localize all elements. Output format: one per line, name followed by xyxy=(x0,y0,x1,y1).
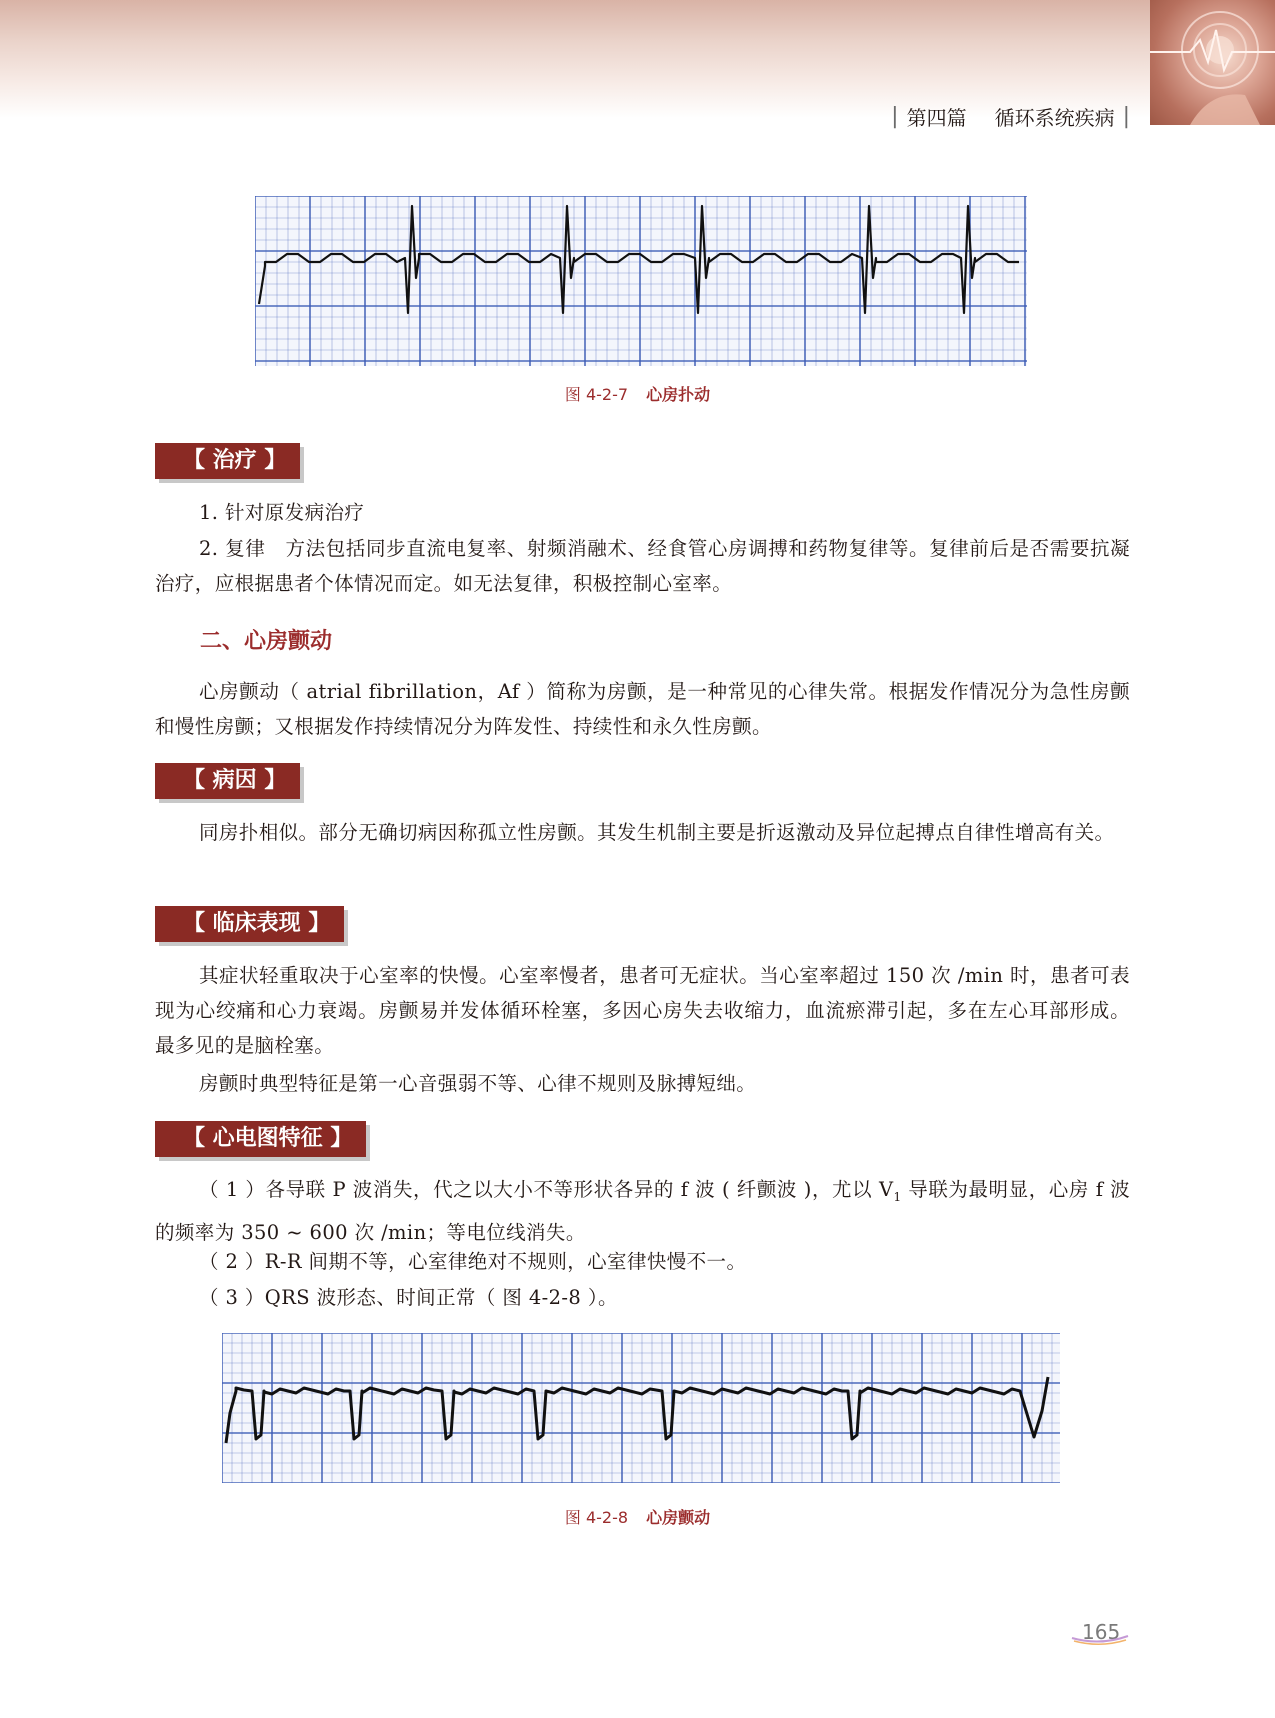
paragraph: 2. 复律 方法包括同步直流电复率、射频消融术、经食管心房调搏和药物复律等。复律前后是否需要抗凝治疗，应根据患者个体情况而定。如无法复律，积极控制心室率。 xyxy=(155,537,1130,595)
ecg-paper xyxy=(255,196,1027,366)
section-heading: 二、心房颤动 xyxy=(200,629,333,654)
item-text: （ 1 ）各导联 P 波消失，代之以大小不等形状各异的 f 波 ( 纤颤波 )，尤以 V xyxy=(199,1178,894,1201)
paragraph: 房颤时典型特征是第一心音强弱不等、心律不规则及脉搏短绌。 xyxy=(199,1072,757,1095)
ecg-strip-atrial-fibrillation xyxy=(222,1333,1060,1483)
figure-title: 心房扑动 xyxy=(646,385,711,404)
figure-caption xyxy=(0,1505,1275,1528)
ecg-feature-item xyxy=(155,1172,1130,1250)
header-divider: | xyxy=(1122,104,1130,129)
paragraph: 同房扑相似。部分无确切病因称孤立性房颤。其发生机制主要是折返激动及异位起搏点自律性增高有关。 xyxy=(199,821,1115,844)
ecg-figure-atrial-fibrillation xyxy=(222,1333,1060,1483)
subscript: 1 xyxy=(893,1189,902,1204)
item-text: 导联为最明显，心房 f 波的频率为 350 ~ 600 次 /min；等电位线消失。 xyxy=(155,1178,1130,1244)
header-band xyxy=(0,0,1275,118)
header-part: 第四篇 xyxy=(906,106,967,130)
figure-number: 图 4-2-7 xyxy=(564,385,629,404)
stethoscope-heart-logo xyxy=(1150,0,1275,125)
ecg-paper xyxy=(222,1333,1060,1483)
figure-title: 心房颤动 xyxy=(646,1508,711,1527)
paragraph: 其症状轻重取决于心室率的快慢。心室率慢者，患者可无症状。当心室率超过 150 次 /min 时，患者可表现为心绞痛和心力衰竭。房颤易并发体循环栓塞，多因心房失去收缩力，血流瘀滞引起，多在左心耳部形成。最多见的是脑栓塞。 xyxy=(155,964,1130,1057)
ecg-strip-atrial-flutter xyxy=(255,196,1027,366)
section-tag-treatment: 【 治疗 】 xyxy=(155,443,300,479)
running-header xyxy=(891,102,1130,131)
ecg-figure-atrial-flutter xyxy=(255,196,1027,366)
header-divider: | xyxy=(891,104,899,129)
page-number-swoosh xyxy=(1070,1632,1130,1646)
section-tag-etiology: 【 病因 】 xyxy=(155,763,300,799)
section-tag-ecg: 【 心电图特征 】 xyxy=(155,1121,366,1157)
paragraph: 心房颤动（ atrial fibrillation，Af ）简称为房颤，是一种常见的心律失常。根据发作情况分为急性房颤和慢性房颤；又根据发作持续情况分为阵发性、持续性和永久性房颤。 xyxy=(155,680,1130,738)
section-tag-clinical: 【 临床表现 】 xyxy=(155,906,344,942)
ecg-feature-item: （ 3 ）QRS 波形态、时间正常（ 图 4-2-8 ）。 xyxy=(199,1286,618,1309)
figure-caption xyxy=(0,382,1275,405)
paragraph: 1. 针对原发病治疗 xyxy=(199,501,365,524)
figure-number: 图 4-2-8 xyxy=(564,1508,629,1527)
page-number: 165 xyxy=(1082,1620,1121,1644)
ecg-feature-item: （ 2 ）R-R 间期不等，心室律绝对不规则，心室律快慢不一。 xyxy=(199,1250,747,1273)
header-chapter: 循环系统疾病 xyxy=(994,106,1115,130)
